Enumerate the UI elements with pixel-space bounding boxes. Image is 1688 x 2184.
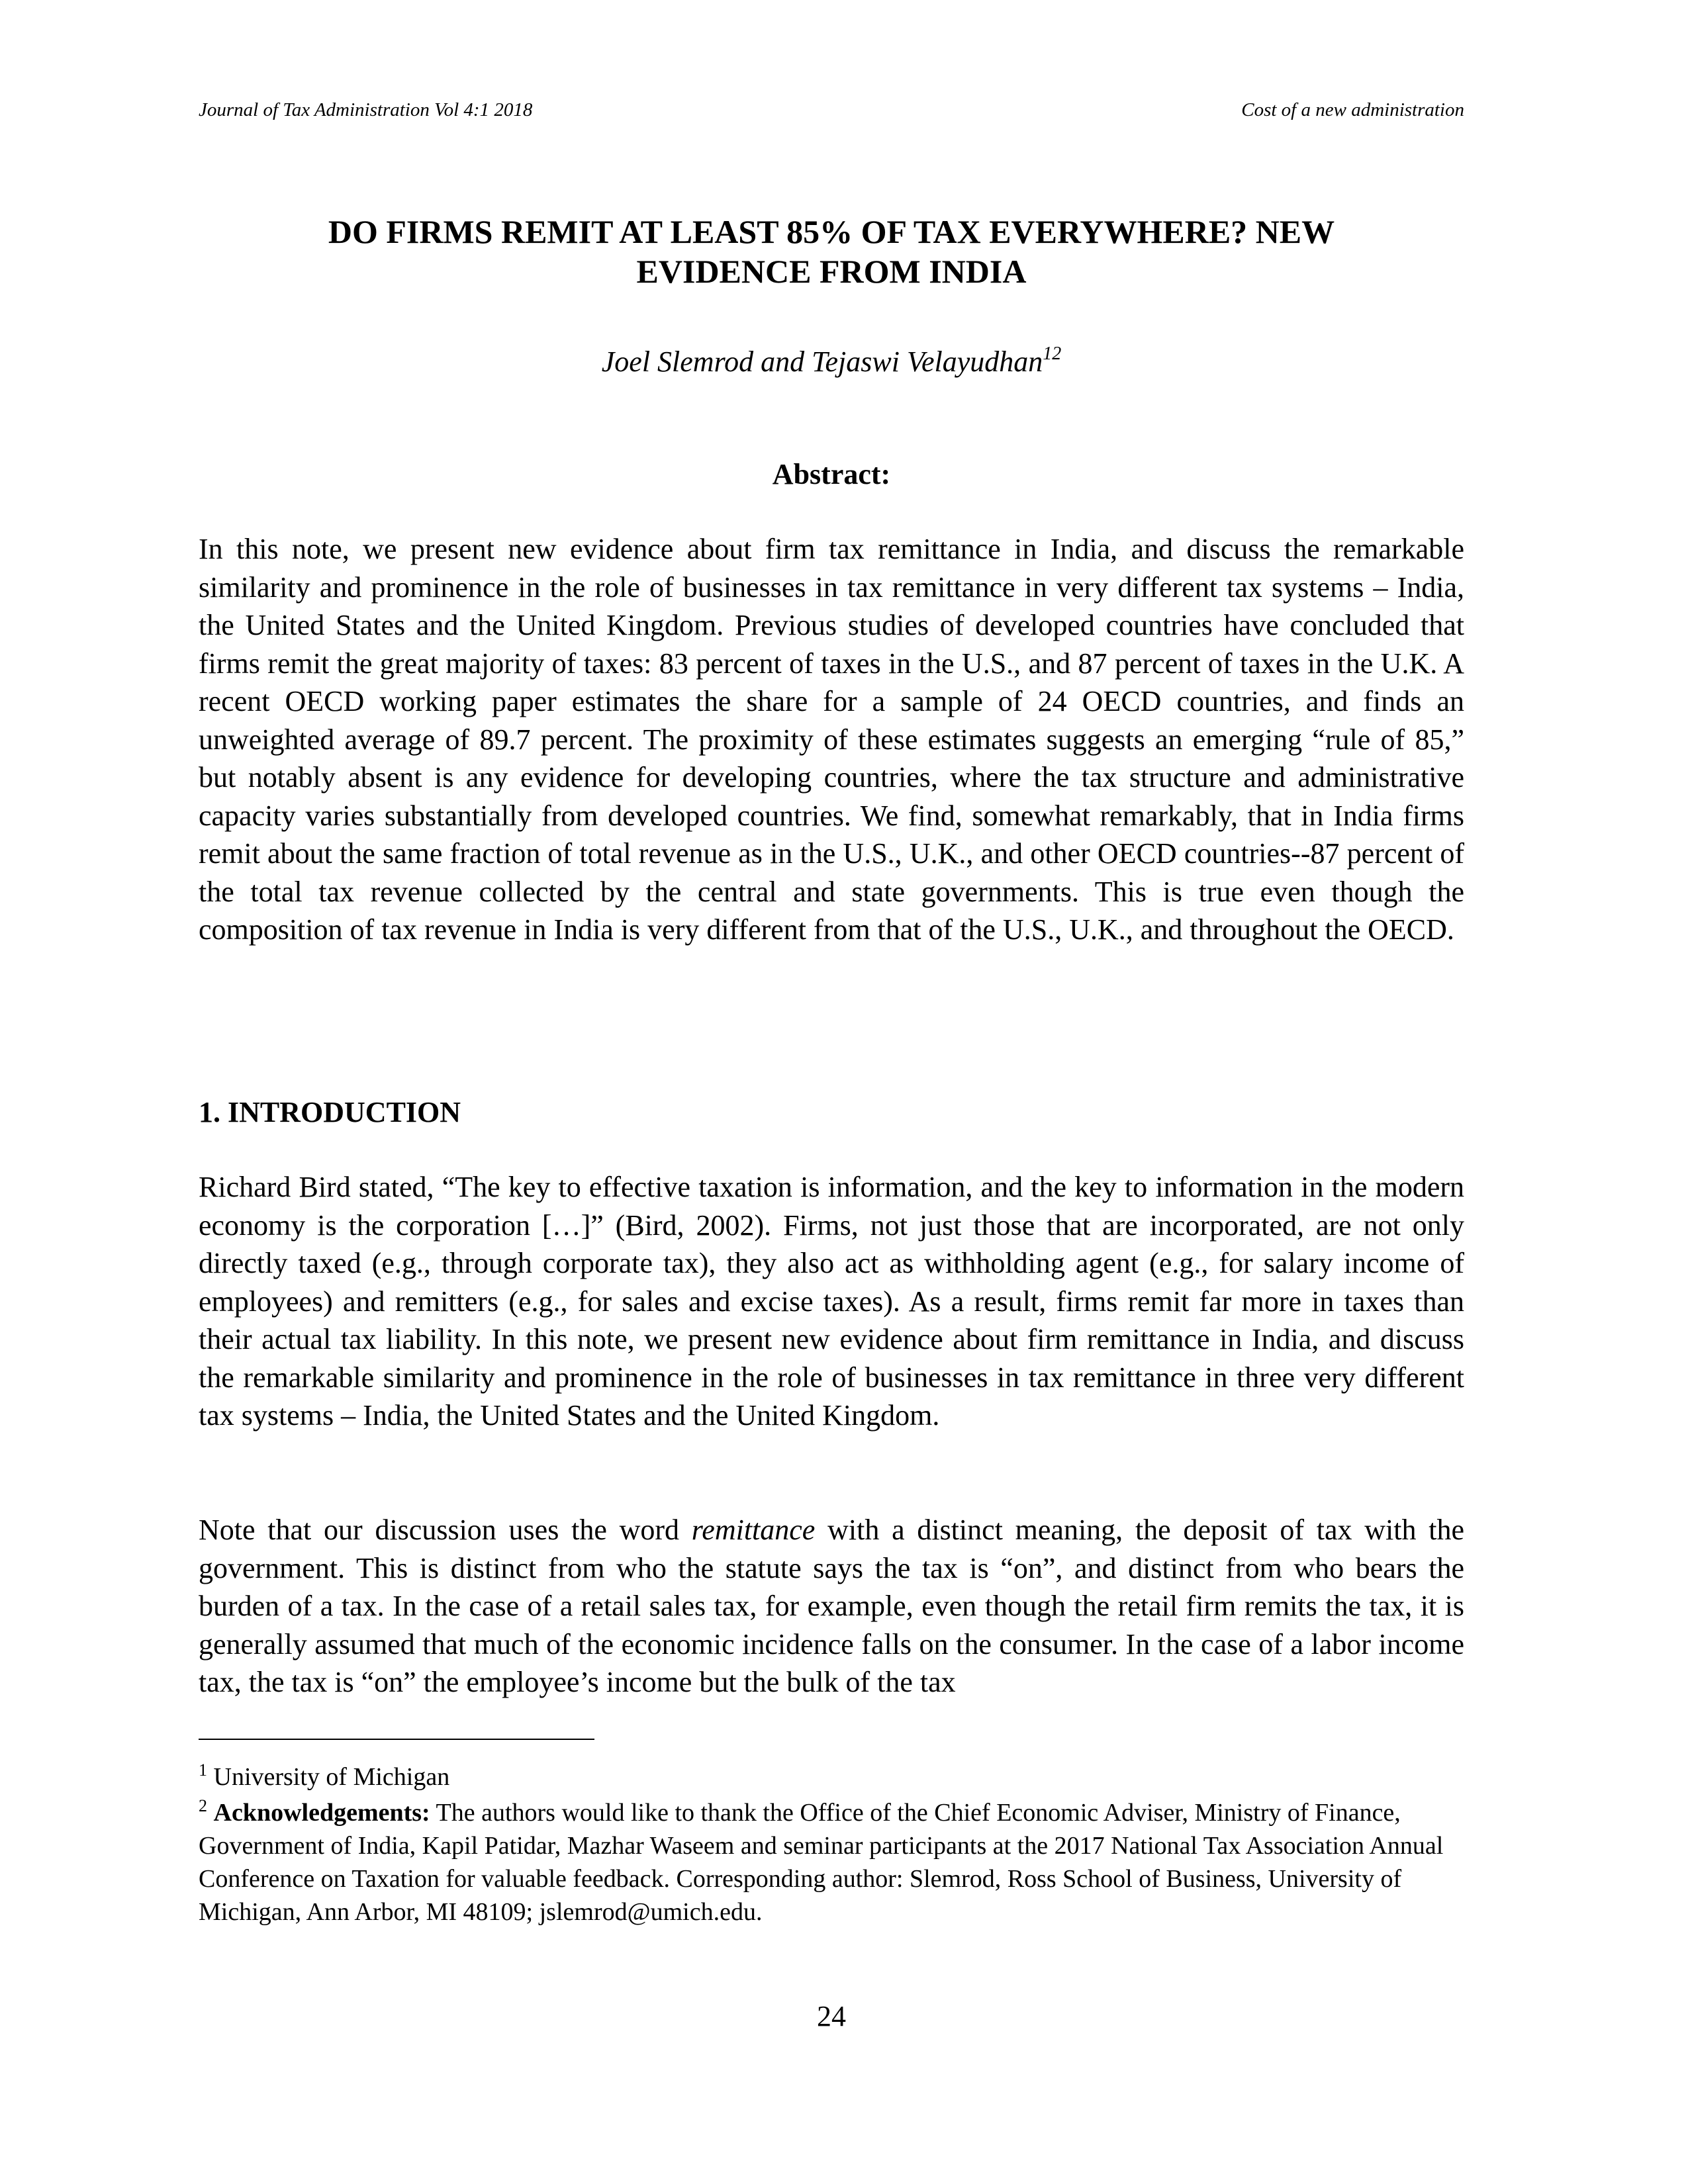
author-names: Joel Slemrod and Tejaswi Velayudhan	[601, 345, 1043, 378]
journal-citation: Journal of Tax Administration Vol 4:1 2018	[199, 99, 533, 120]
abstract-body: In this note, we present new evidence about firm tax remittance in India, and discuss the remarkable similarity and prominence in the role of businesses in tax remittance in very different tax systems – India, the United States and the United Kingdom. Previous studies of developed countries have concluded that firms remit the great majority of taxes: 83 percent of taxes in the U.S., and 87 percent of taxes in the U.K. A recent OECD working paper estimates the share for a sample of 24 OECD countries, and finds an unweighted average of 89.7 percent. The proximity of these estimates suggests an emerging “rule of 85,” but notably absent is any evidence for developing countries, where the tax structure and administrative capacity varies substantially from developed countries. We find, somewhat remarkably, that in India firms remit about the same fraction of total revenue as in the U.S., U.K., and other OECD countries--87 percent of the total tax revenue collected by the central and state governments. This is true even though the composition of tax revenue in India is very different from that of the U.S., U.K., and throughout the OECD.	[199, 533, 1464, 946]
abstract-heading: Abstract:	[772, 458, 891, 490]
footnote-mark: 2	[199, 1796, 207, 1815]
paragraph-text: Note that our discussion uses the word	[199, 1514, 692, 1546]
footnote-mark: 1	[199, 1760, 207, 1780]
emphasized-term: remittance	[691, 1514, 816, 1546]
footnotes	[199, 1760, 1464, 1931]
introduction-paragraph-2	[199, 1511, 1464, 1702]
footnote-2	[199, 1796, 1464, 1929]
author-line	[199, 344, 1464, 380]
footnote-text: University of Michigan	[213, 1763, 450, 1791]
footnote-label: Acknowledgements:	[213, 1799, 430, 1827]
page-number: 24	[817, 2000, 846, 2032]
paper-title	[199, 212, 1464, 291]
author-footnote-marks: 12	[1043, 343, 1062, 364]
footnote-1	[199, 1760, 1464, 1794]
title-line-1: DO FIRMS REMIT AT LEAST 85% OF TAX EVERYWHERE? NEW	[328, 213, 1335, 250]
title-line-2: EVIDENCE FROM INDIA	[636, 253, 1027, 290]
introduction-paragraph-1: Richard Bird stated, “The key to effective taxation is information, and the key to information in the modern economy is the corporation […]” (Bird, 2002). Firms, not just those that are incorporated, are not only directly taxed (e.g., through corporate tax), they also act as withholding agent (e.g., for salary income of employees) and remitters (e.g., for sales and excise taxes). As a result, firms remit far more in taxes than their actual tax liability. In this note, we present new evidence about firm remittance in India, and discuss the remarkable similarity and prominence in the role of businesses in tax remittance in three very different tax systems – India, the United States and the United Kingdom.	[199, 1171, 1464, 1432]
footnote-separator	[199, 1739, 594, 1740]
section-heading-introduction: 1. INTRODUCTION	[199, 1096, 461, 1128]
paragraph-text: with a distinct meaning, the deposit of tax with the government. This is distinct from who the statute says the tax is “on”, and distinct from who bears the burden of a tax. In the case of a retail sales tax, for example, even though the retail firm remits the tax, it is generally assumed that much of the economic incidence falls on the consumer. In the case of a labor income tax, the tax is “on” the employee’s income but the bulk of the tax	[199, 1514, 1464, 1698]
footnote-text: The authors would like to thank the Office of the Chief Economic Adviser, Ministry of Finance, Government of India, Kapil Patidar, Mazhar Waseem and seminar participants at the 2017 National Tax Association Annual Conference on Taxation for valuable feedback. Corresponding author: Slemrod, Ross School of Business, University of Michigan, Ann Arbor, MI 48109; jslemrod@umich.edu.	[199, 1799, 1444, 1926]
running-title: Cost of a new administration	[1241, 99, 1464, 120]
